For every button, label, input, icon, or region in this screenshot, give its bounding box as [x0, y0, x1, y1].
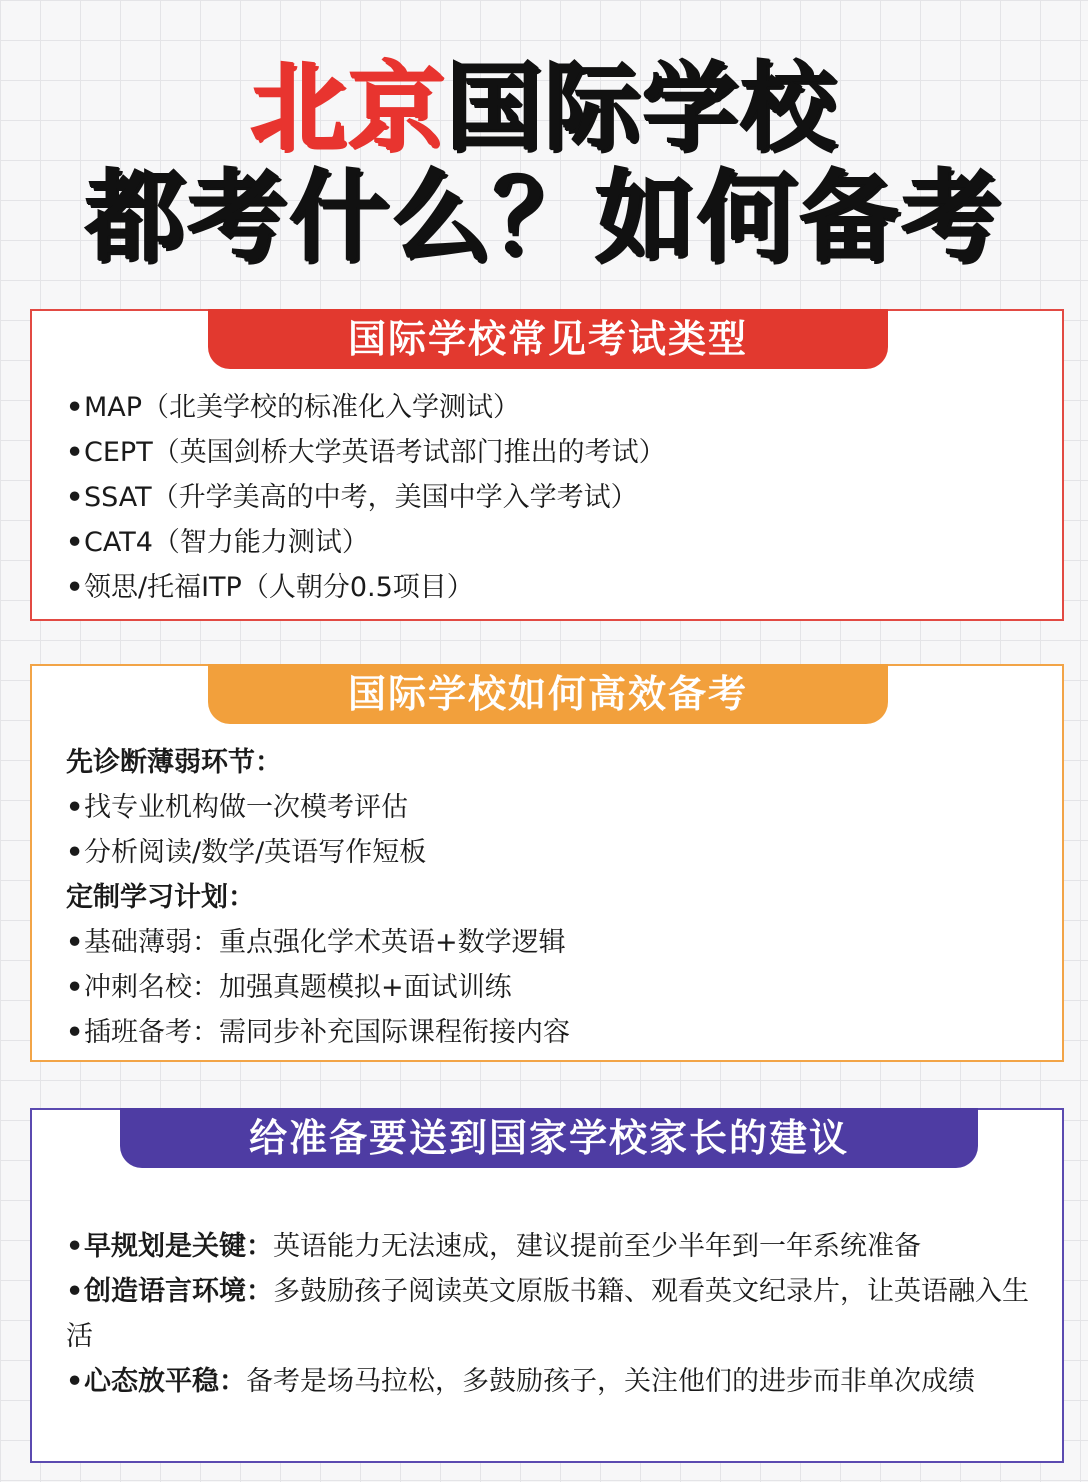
exam-types-list: [66, 385, 1032, 610]
list-item: [66, 1269, 1032, 1359]
advice-text: 备考是场马拉松，多鼓励孩子，关注他们的进步而非单次成绩: [246, 1366, 975, 1397]
list-item: [66, 1359, 1032, 1404]
bullet: •: [66, 792, 84, 823]
exam-types-header: 国际学校常见考试类型: [208, 309, 888, 369]
bullet: •: [66, 392, 84, 423]
bullet: •: [66, 1231, 84, 1262]
prep-methods-list: [66, 740, 1032, 1055]
bullet: •: [66, 972, 84, 1003]
parent-advice-list: [66, 1224, 1032, 1404]
subheading: 先诊断薄弱环节：: [66, 747, 282, 778]
advice-key: 早规划是关键：: [84, 1231, 273, 1262]
list-item: •找专业机构做一次模考评估: [66, 785, 1032, 830]
prep-methods-card: [30, 664, 1064, 1062]
list-item: •插班备考：需同步补充国际课程衔接内容: [66, 1010, 1032, 1055]
page-title: [0, 52, 1088, 276]
prep-methods-header: 国际学校如何高效备考: [208, 664, 888, 724]
list-item: •领思/托福ITP（人朝分0.5项目）: [66, 565, 1032, 610]
bullet: •: [66, 1017, 84, 1048]
list-item: •CAT4（智力能力测试）: [66, 520, 1032, 565]
bullet: •: [66, 482, 84, 513]
parent-advice-card: [30, 1108, 1064, 1463]
advice-key: 创造语言环境：: [84, 1276, 273, 1307]
bullet: •: [66, 1366, 84, 1397]
exam-types-card: [30, 309, 1064, 621]
bullet: •: [66, 437, 84, 468]
advice-text: 多鼓励孩子阅读英文原版书籍、观看英文纪录片，让英语融入生活: [66, 1276, 1029, 1352]
list-item: •MAP（北美学校的标准化入学测试）: [66, 385, 1032, 430]
bullet: •: [66, 572, 84, 603]
title-accent: 北京: [250, 52, 446, 164]
list-item: •SSAT（升学美高的中考，美国中学入学考试）: [66, 475, 1032, 520]
list-item: •冲刺名校：加强真题模拟+面试训练: [66, 965, 1032, 1010]
list-item: •分析阅读/数学/英语写作短板: [66, 830, 1032, 875]
title-line-1: [0, 52, 1088, 164]
bullet: •: [66, 527, 84, 558]
list-item: [66, 1224, 1032, 1269]
list-item: •基础薄弱：重点强化学术英语+数学逻辑: [66, 920, 1032, 965]
subheading: 定制学习计划：: [66, 882, 255, 913]
advice-text: 英语能力无法速成，建议提前至少半年到一年系统准备: [273, 1231, 921, 1262]
bullet: •: [66, 1276, 84, 1307]
bullet: •: [66, 927, 84, 958]
parent-advice-header: 给准备要送到国家学校家长的建议: [120, 1108, 978, 1168]
advice-key: 心态放平稳：: [84, 1366, 246, 1397]
title-rest: 国际学校: [446, 52, 838, 164]
bullet: •: [66, 837, 84, 868]
title-line-2: 都考什么？如何备考: [85, 158, 1003, 276]
list-item: •CEPT（英国剑桥大学英语考试部门推出的考试）: [66, 430, 1032, 475]
